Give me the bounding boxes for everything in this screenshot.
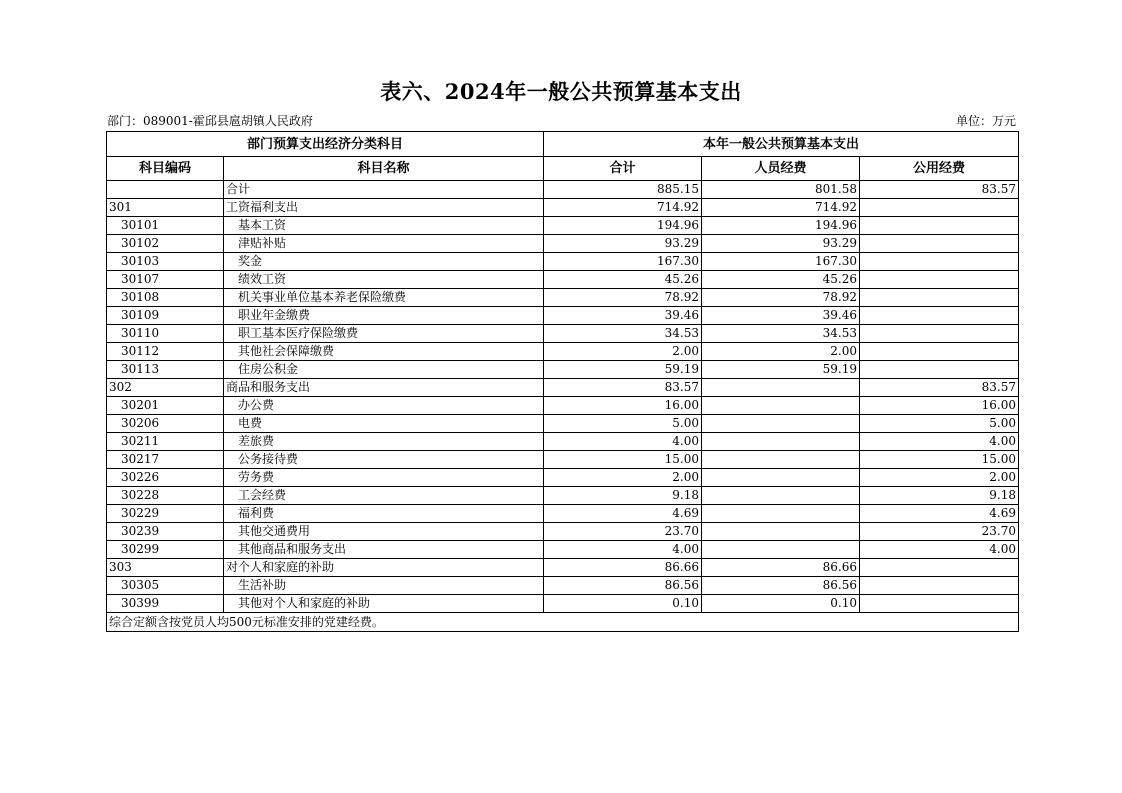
cell-code: 30217 [107,451,224,469]
cell-personnel [702,433,860,451]
header-code: 科目编码 [107,157,224,181]
footnote-row [107,613,1019,632]
cell-personnel [702,523,860,541]
cell-name: 商品和服务支出 [224,379,544,397]
table-row [107,487,1019,505]
cell-name: 其他商品和服务支出 [224,541,544,559]
cell-code: 30109 [107,307,224,325]
table-row [107,199,1019,217]
cell-personnel: 167.30 [702,253,860,271]
cell-public [860,271,1019,289]
cell-total: 16.00 [544,397,702,415]
cell-name: 福利费 [224,505,544,523]
cell-public [860,595,1019,613]
cell-public: 16.00 [860,397,1019,415]
cell-total: 39.46 [544,307,702,325]
cell-name: 办公费 [224,397,544,415]
cell-code: 303 [107,559,224,577]
cell-code [107,181,224,199]
header-group-row [107,132,1019,157]
footnote: 综合定额含按党员人均500元标准安排的党建经费。 [107,613,1019,632]
header-personnel: 人员经费 [702,157,860,181]
cell-name: 生活补助 [224,577,544,595]
cell-name: 职工基本医疗保险缴费 [224,325,544,343]
cell-name: 工资福利支出 [224,199,544,217]
cell-personnel [702,487,860,505]
cell-total: 4.69 [544,505,702,523]
header-name: 科目名称 [224,157,544,181]
header-group-classification: 部门预算支出经济分类科目 [107,132,544,157]
cell-code: 30112 [107,343,224,361]
header-column-row [107,157,1019,181]
cell-personnel: 714.92 [702,199,860,217]
cell-total: 2.00 [544,469,702,487]
cell-personnel: 194.96 [702,217,860,235]
cell-public: 5.00 [860,415,1019,433]
cell-name: 奖金 [224,253,544,271]
cell-total: 9.18 [544,487,702,505]
cell-name: 差旅费 [224,433,544,451]
cell-code: 30299 [107,541,224,559]
cell-personnel: 2.00 [702,343,860,361]
unit-label: 单位：万元 [955,114,1016,128]
cell-public [860,577,1019,595]
cell-total: 4.00 [544,541,702,559]
table-body [107,181,1019,613]
header-total: 合计 [544,157,702,181]
cell-code: 30211 [107,433,224,451]
cell-code: 30102 [107,235,224,253]
cell-personnel: 0.10 [702,595,860,613]
cell-total: 93.29 [544,235,702,253]
cell-total: 45.26 [544,271,702,289]
cell-code: 30239 [107,523,224,541]
cell-total: 83.57 [544,379,702,397]
cell-public [860,325,1019,343]
cell-code: 30113 [107,361,224,379]
cell-name: 津贴补贴 [224,235,544,253]
table-row [107,379,1019,397]
cell-code: 30228 [107,487,224,505]
header-group-expenditure: 本年一般公共预算基本支出 [544,132,1019,157]
cell-personnel: 86.56 [702,577,860,595]
cell-public: 83.57 [860,379,1019,397]
cell-total: 34.53 [544,325,702,343]
cell-name: 工会经费 [224,487,544,505]
table-row [107,289,1019,307]
cell-code: 30107 [107,271,224,289]
cell-code: 30103 [107,253,224,271]
cell-name: 住房公积金 [224,361,544,379]
table-row [107,343,1019,361]
cell-personnel [702,415,860,433]
cell-name: 其他社会保障缴费 [224,343,544,361]
table-row [107,577,1019,595]
cell-personnel: 86.66 [702,559,860,577]
table-row [107,451,1019,469]
table-row [107,235,1019,253]
cell-personnel: 78.92 [702,289,860,307]
cell-personnel [702,379,860,397]
cell-code: 301 [107,199,224,217]
table-row [107,181,1019,199]
cell-total: 4.00 [544,433,702,451]
cell-code: 302 [107,379,224,397]
cell-public [860,289,1019,307]
cell-name: 电费 [224,415,544,433]
cell-public [860,199,1019,217]
cell-total: 86.56 [544,577,702,595]
cell-total: 5.00 [544,415,702,433]
table-row [107,415,1019,433]
cell-code: 30101 [107,217,224,235]
cell-name: 绩效工资 [224,271,544,289]
cell-personnel [702,541,860,559]
cell-total: 23.70 [544,523,702,541]
table-row [107,217,1019,235]
cell-public: 15.00 [860,451,1019,469]
cell-public [860,217,1019,235]
table-row [107,253,1019,271]
cell-total: 194.96 [544,217,702,235]
table-row [107,271,1019,289]
table-row [107,541,1019,559]
cell-name: 其他对个人和家庭的补助 [224,595,544,613]
cell-total: 2.00 [544,343,702,361]
cell-public: 2.00 [860,469,1019,487]
cell-public [860,235,1019,253]
cell-name: 劳务费 [224,469,544,487]
cell-public [860,559,1019,577]
cell-code: 30108 [107,289,224,307]
cell-personnel [702,451,860,469]
cell-code: 30110 [107,325,224,343]
cell-public: 23.70 [860,523,1019,541]
table-row [107,361,1019,379]
cell-total: 78.92 [544,289,702,307]
department-label: 部门：089001-霍邱县扈胡镇人民政府 [107,114,313,128]
cell-code: 30226 [107,469,224,487]
cell-code: 30201 [107,397,224,415]
cell-public [860,307,1019,325]
cell-name: 其他交通费用 [224,523,544,541]
cell-code: 30229 [107,505,224,523]
cell-public [860,361,1019,379]
cell-name: 职业年金缴费 [224,307,544,325]
cell-total: 885.15 [544,181,702,199]
cell-public: 83.57 [860,181,1019,199]
table-row [107,523,1019,541]
table-row [107,307,1019,325]
cell-personnel: 45.26 [702,271,860,289]
cell-public: 4.69 [860,505,1019,523]
table-row [107,595,1019,613]
table-row [107,325,1019,343]
cell-personnel: 59.19 [702,361,860,379]
cell-public: 9.18 [860,487,1019,505]
cell-total: 167.30 [544,253,702,271]
cell-personnel [702,505,860,523]
budget-table [106,131,1019,632]
cell-personnel: 93.29 [702,235,860,253]
cell-total: 59.19 [544,361,702,379]
cell-code: 30399 [107,595,224,613]
cell-name: 对个人和家庭的补助 [224,559,544,577]
page-title: 表六、2024年一般公共预算基本支出 [380,79,742,104]
cell-code: 30206 [107,415,224,433]
cell-public [860,343,1019,361]
cell-total: 714.92 [544,199,702,217]
cell-name: 基本工资 [224,217,544,235]
table-row [107,505,1019,523]
cell-total: 0.10 [544,595,702,613]
cell-name: 机关事业单位基本养老保险缴费 [224,289,544,307]
cell-total: 86.66 [544,559,702,577]
cell-name: 公务接待费 [224,451,544,469]
cell-personnel [702,469,860,487]
table-row [107,397,1019,415]
cell-personnel: 39.46 [702,307,860,325]
table-row [107,433,1019,451]
cell-personnel [702,397,860,415]
header-public: 公用经费 [860,157,1019,181]
cell-personnel: 801.58 [702,181,860,199]
cell-code: 30305 [107,577,224,595]
cell-public: 4.00 [860,541,1019,559]
cell-public [860,253,1019,271]
cell-total: 15.00 [544,451,702,469]
table-row [107,469,1019,487]
cell-personnel: 34.53 [702,325,860,343]
cell-name: 合计 [224,181,544,199]
cell-public: 4.00 [860,433,1019,451]
table-row [107,559,1019,577]
